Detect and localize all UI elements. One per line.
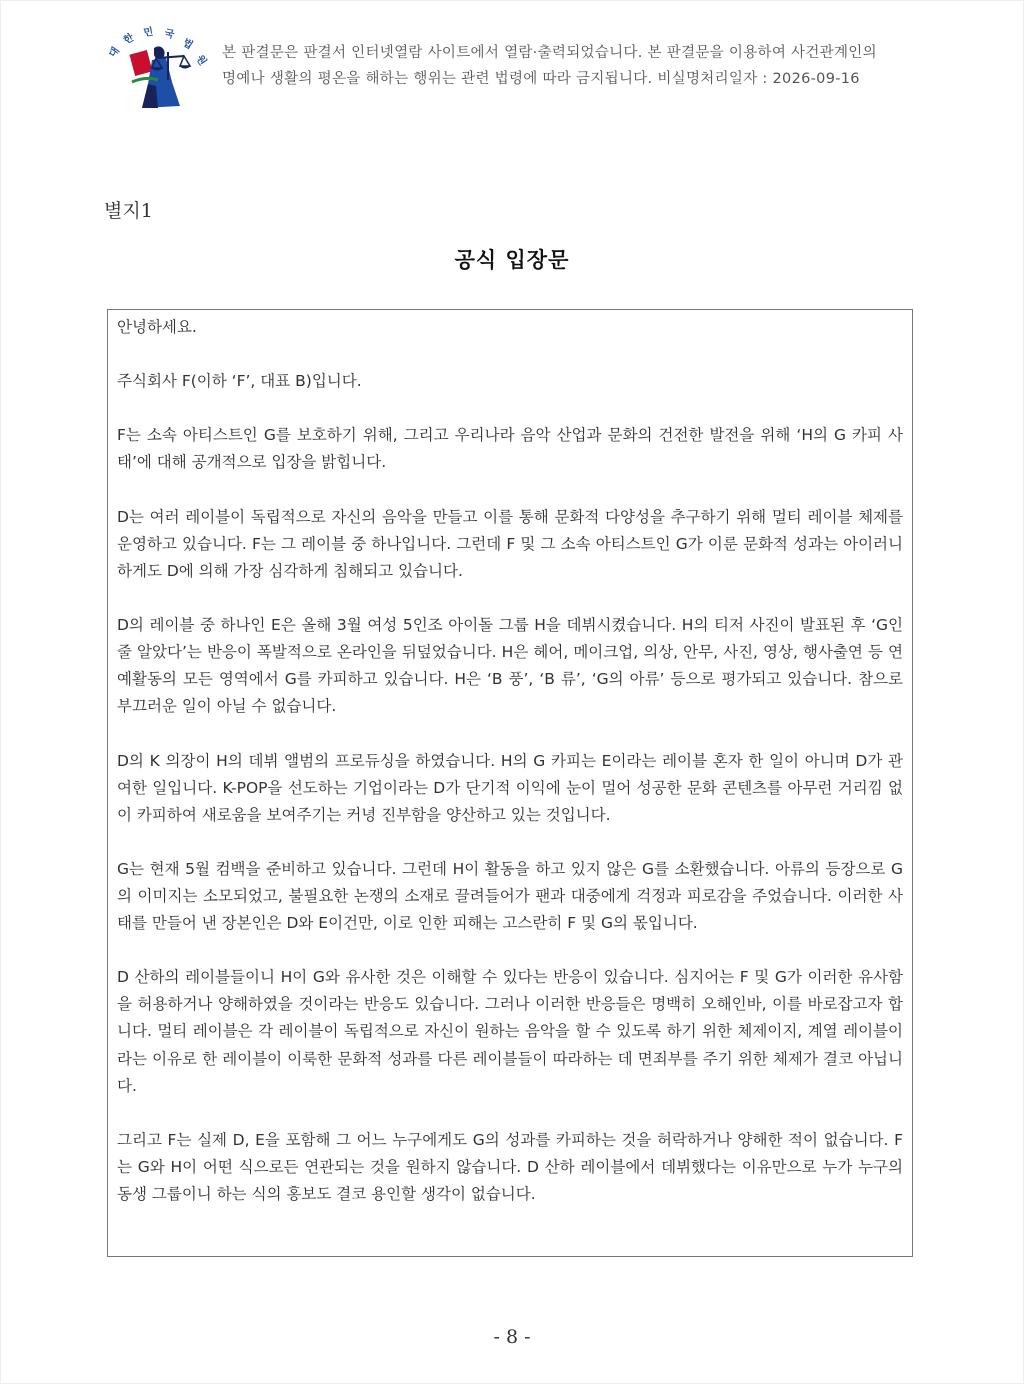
statement-paragraph: D의 K 의장이 H의 데뷔 앨범의 프로듀싱을 하였습니다. H의 G 카피는 E이라는 레이블 혼자 한 일이 아니며 D가 관여한 일입니다. K-POP을 선도하는 기업이라는 D가 단기적 이익에 눈이 멀어 성공한 문화 콘텐츠를 아무런 거리낌 없이 카피하여 새로움을 보여주기는 커녕 진부함을 양산하고 있는 것입니다. <box>117 751 903 824</box>
statement-title: 공식 입장문 <box>454 248 570 272</box>
statement-paragraph: G는 현재 5월 컴백을 준비하고 있습니다. 그런데 H이 활동을 하고 있지 않은 G를 소환했습니다. 아류의 등장으로 G의 이미지는 소모되었고, 불필요한 논쟁의 소재로 끌려들어가 팬과 대중에게 걱정과 피로감을 주었습니다. 이러한 사태를 만들어 낸 장본인은 D와 E이건만, 이로 인한 피해는 고스란히 F 및 G의 몫입니다. <box>117 859 903 933</box>
court-seal-logo <box>102 22 220 118</box>
svg-text:법: 법 <box>180 37 195 52</box>
notice-line-1: 본 판결문은 판결서 인터넷열람 사이트에서 열람·출력되었습니다. 본 판결문을 이용하여 사건관계인의 <box>222 45 877 61</box>
statement-paragraph: 그리고 F는 실제 D, E을 포함해 그 어느 누구에게도 G의 성과를 카피하는 것을 허락하거나 양해한 적이 없습니다. F는 G와 H이 어떤 식으로든 연관되는 것을 원하지 않습니다. D 산하 레이블에서 데뷔했다는 이유만으로 누가 누구의 동생 그룹이니 하는 식의 홍보도 결코 용인할 생각이 없습니다. <box>117 1130 903 1203</box>
statement-paragraph: 주식회사 F(이하 ‘F’, 대표 B)입니다. <box>117 372 362 391</box>
statement-paragraph: D 산하의 레이블들이니 H이 G와 유사한 것은 이해할 수 있다는 반응이 있습니다. 심지어는 F 및 G가 이러한 유사함을 허용하거나 양해하였을 것이라는 반응도 있습니다. 그러나 이러한 반응들은 명백히 오해인바, 이를 바로잡고자 합니다. 멀티 레이블은 각 레이블이 독립적으로 자신이 원하는 음악을 할 수 있도록 하기 위한 체제이지, 계열 레이블이라는 이유로 한 레이블이 이룩한 문화적 성과를 다른 레이블들이 따라하는 데 면죄부를 주기 위한 체제가 결코 아닙니다. <box>117 968 903 1095</box>
page-number: - 8 - <box>493 1326 531 1348</box>
attachment-label: 별지1 <box>104 200 153 222</box>
svg-text:원: 원 <box>193 53 209 68</box>
svg-text:한: 한 <box>122 32 136 47</box>
notice-line-2: 명예나 생활의 평온을 해하는 행위는 관련 법령에 따라 금지됩니다. 비실명처리일자 : 2026-09-16 <box>222 71 860 87</box>
statement-paragraph: D는 여러 레이블이 독립적으로 자신의 음악을 만들고 이를 통해 문화적 다양성을 추구하기 위해 멀티 레이블 체제를 운영하고 있습니다. F는 그 레이블 중 하나입니다. 그런데 F 및 그 소속 아티스트인 G가 이룬 문화적 성과는 아이러니하게도 D에 의해 가장 심각하게 침해되고 있습니다. <box>117 507 903 580</box>
statement-paragraph: F는 소속 아티스트인 G를 보호하기 위해, 그리고 우리나라 음악 산업과 문화의 건전한 발전을 위해 ‘H의 G 카피 사태’에 대해 공개적으로 입장을 밝힙니다. <box>117 426 903 472</box>
statement-paragraph: D의 레이블 중 하나인 E은 올해 3월 여성 5인조 아이돌 그룹 H을 데뷔시켰습니다. H의 티저 사진이 발표된 후 ‘G인 줄 알았다’는 반응이 폭발적으로 온라인을 뒤덮었습니다. H은 헤어, 메이크업, 의상, 안무, 사진, 영상, 행사출연 등 연예활동의 모든 영역에서 G를 카피하고 있습니다. H은 ‘B 풍’, ‘B 류’, ‘G의 아류’ 등으로 평가되고 있습니다. 참으로 부끄러운 일이 아닐 수 없습니다. <box>117 616 903 716</box>
disclosure-notice <box>222 40 922 92</box>
svg-text:민: 민 <box>142 26 154 39</box>
svg-text:대: 대 <box>107 45 123 60</box>
document-header <box>96 18 976 118</box>
statement-box <box>107 309 913 1257</box>
statement-paragraph: 안녕하세요. <box>117 318 197 336</box>
svg-text:국: 국 <box>163 28 176 41</box>
